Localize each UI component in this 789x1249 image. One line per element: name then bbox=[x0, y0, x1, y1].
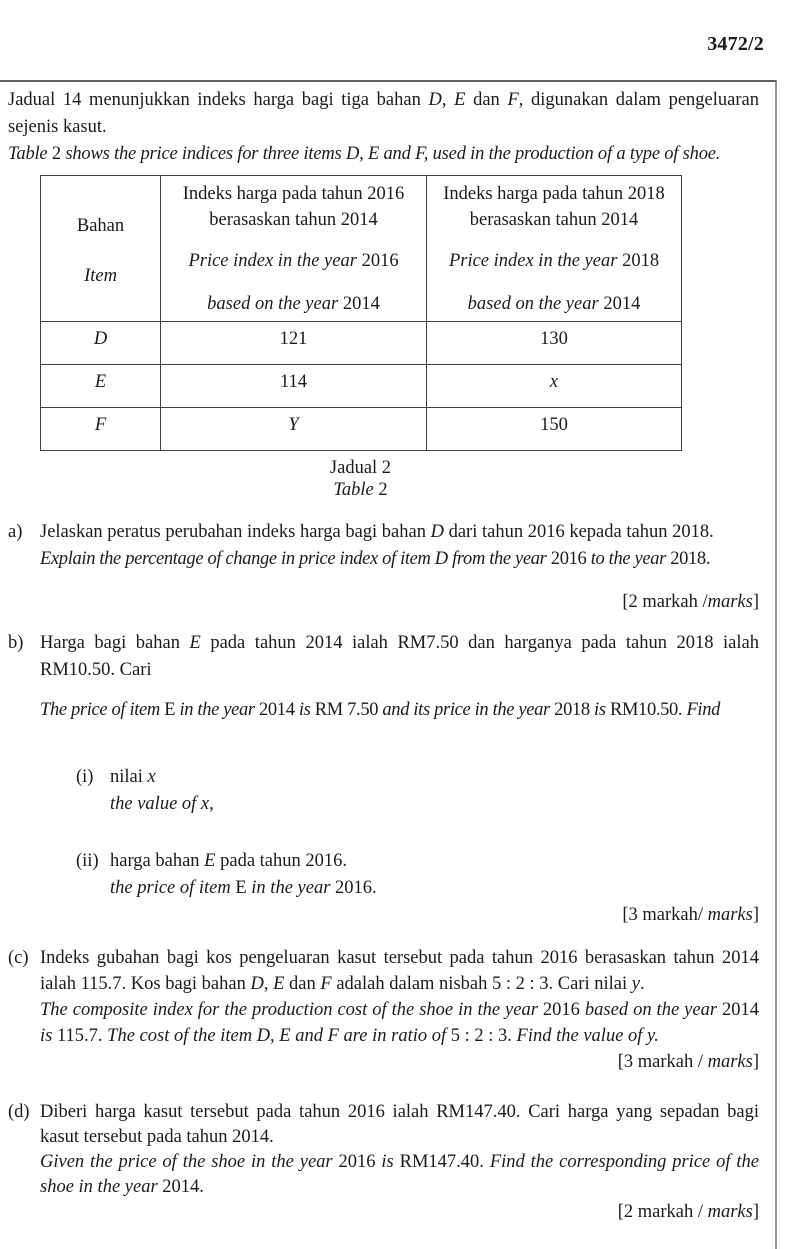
question-b-i-malay: nilai x bbox=[110, 767, 156, 787]
cell-item-F: F bbox=[41, 408, 161, 451]
table-caption-english: Table 2 bbox=[333, 480, 388, 500]
question-d-content bbox=[40, 1100, 759, 1225]
question-b-ii-english: the price of item E in the year 2016. bbox=[110, 878, 377, 898]
cell-item-E: E bbox=[41, 365, 161, 408]
question-b-marks: [3 markah/ marks] bbox=[622, 905, 759, 925]
header-2018-english-line1: Price index in the year 2018 bbox=[448, 251, 660, 271]
question-b-english: The price of item E in the year 2014 is RM 7.50 and its price in the year 2018 is RM10.50. Find bbox=[40, 700, 721, 720]
question-c-content bbox=[40, 945, 759, 1075]
question-c-malay: Indeks gubahan bagi kos pengeluaran kasut tersebut pada tahun 2016 berasaskan tahun 2014 ialah 115.7. Kos bagi bahan D, E dan F adalah dalam nisbah 5 : 2 : 3. Cari nilai y. bbox=[40, 948, 759, 994]
question-b-row bbox=[8, 630, 759, 929]
table-row-D bbox=[41, 322, 682, 365]
question-b-content bbox=[40, 630, 759, 929]
header-item-malay: Bahan bbox=[76, 216, 125, 236]
question-b bbox=[8, 630, 759, 929]
question-b-i-label: (i) bbox=[76, 767, 94, 787]
question-d-malay: Diberi harga kasut tersebut pada tahun 2016 ialah RM147.40. Cari harga yang sepadan bagi kasut tersebut pada tahun 2014. bbox=[40, 1102, 759, 1147]
question-c-english: The composite index for the production cost of the shoe in the year 2016 based on the year 2014 is 115.7. The cost of the item D, E and F are in ratio of 5 : 2 : 3. Find the value of y. bbox=[40, 1000, 760, 1046]
question-c-row bbox=[8, 945, 759, 1075]
question-b-ii-label: (ii) bbox=[76, 851, 99, 871]
question-a-row bbox=[8, 519, 759, 616]
question-d-label: (d) bbox=[8, 1102, 30, 1122]
question-a-malay: Jelaskan peratus perubahan indeks harga bagi bahan D dari tahun 2016 kepada tahun 2018. bbox=[40, 522, 714, 542]
question-c bbox=[8, 945, 759, 1075]
question-a bbox=[8, 519, 759, 616]
table-row-E bbox=[41, 365, 682, 408]
header-2016-malay-line2: berasaskan tahun 2014 bbox=[209, 210, 378, 230]
question-c-label: (c) bbox=[8, 948, 29, 968]
question-a-content bbox=[40, 519, 759, 616]
table-caption bbox=[40, 457, 681, 501]
question-d-marks: [2 markah / marks] bbox=[617, 1202, 759, 1222]
header-2016-malay-line1: Indeks harga pada tahun 2016 bbox=[182, 184, 405, 204]
question-d bbox=[8, 1100, 759, 1225]
question-d-row bbox=[8, 1100, 759, 1225]
cell-F-index-2016: Y bbox=[161, 408, 427, 451]
question-b-i-content bbox=[110, 764, 759, 818]
header-2016-english-line2: based on the year 2014 bbox=[207, 294, 380, 314]
cell-D-index-2016: 121 bbox=[161, 322, 427, 365]
header-index-2018-column bbox=[427, 176, 682, 322]
header-2018-malay-line1: Indeks harga pada tahun 2018 bbox=[443, 184, 665, 204]
cell-E-index-2018: x bbox=[427, 365, 682, 408]
cell-E-index-2016: 114 bbox=[161, 365, 427, 408]
header-2018-english-line2: based on the year 2014 bbox=[467, 294, 641, 314]
question-d-english: Given the price of the shoe in the year 2016 is RM147.40. Find the corresponding price of the shoe in the year 2014. bbox=[40, 1152, 759, 1197]
table-header-row bbox=[41, 176, 682, 322]
cell-F-index-2018: 150 bbox=[427, 408, 682, 451]
question-a-marks: [2 markah /marks] bbox=[622, 592, 759, 612]
question-a-label: a) bbox=[8, 522, 23, 542]
table-row-F bbox=[41, 408, 682, 451]
price-index-table bbox=[40, 175, 682, 451]
question-b-malay: Harga bagi bahan E pada tahun 2014 ialah RM7.50 dan harganya pada tahun 2018 ialah RM10.50. Cari bbox=[40, 633, 759, 680]
question-b-i-english: the value of x, bbox=[110, 794, 214, 814]
header-2018-malay-line2: berasaskan tahun 2014 bbox=[469, 210, 639, 230]
cell-item-D: D bbox=[41, 322, 161, 365]
question-b-ii-content bbox=[110, 848, 759, 902]
header-item-english: Item bbox=[84, 266, 117, 286]
cell-D-index-2018: 130 bbox=[427, 322, 682, 365]
question-b-i bbox=[76, 764, 759, 818]
header-index-2016-column bbox=[161, 176, 427, 322]
question-b-ii bbox=[76, 848, 759, 902]
table-caption-malay: Jadual 2 bbox=[329, 458, 392, 478]
intro-english: Table 2 shows the price indices for three items D, E and F, used in the production of a type of shoe. bbox=[8, 144, 721, 164]
question-b-label: b) bbox=[8, 633, 24, 653]
document-code: 3472/2 bbox=[707, 33, 764, 55]
intro-malay: Jadual 14 menunjukkan indeks harga bagi tiga bahan D, E dan F, digunakan dalam pengeluaran sejenis kasut. bbox=[8, 90, 759, 137]
question-a-english: Explain the percentage of change in price index of item D from the year 2016 to the year 2018. bbox=[40, 549, 711, 569]
question-c-marks: [3 markah / marks] bbox=[617, 1052, 759, 1072]
header-item-column bbox=[41, 176, 161, 322]
header-2016-english-line1: Price index in the year 2016 bbox=[188, 251, 399, 271]
question-box bbox=[0, 80, 777, 1249]
question-b-ii-malay: harga bahan E pada tahun 2016. bbox=[110, 851, 348, 871]
